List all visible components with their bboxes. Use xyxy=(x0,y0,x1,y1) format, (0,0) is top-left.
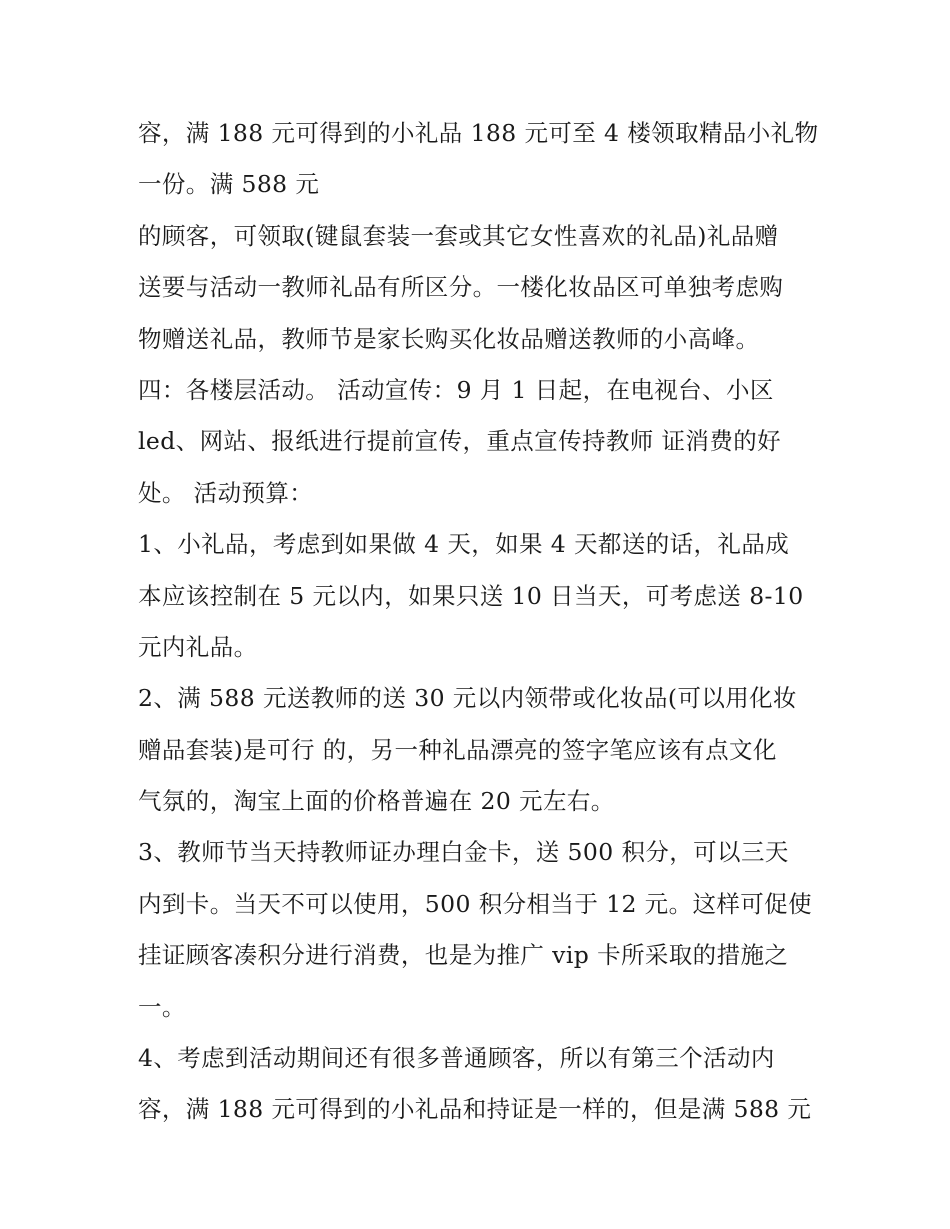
text-line: 物赠送礼品，教师节是家长购买化妆品赠送教师的小高峰。 xyxy=(138,324,760,353)
document-body xyxy=(138,108,828,1136)
text-line: 送要与活动一教师礼品有所区分。一楼化妆品区可单独考虑购 xyxy=(138,273,784,302)
text-line: 容，满 188 元可得到的小礼品和持证是一样的，但是满 588 元 xyxy=(138,1095,812,1124)
text-line: 处。 活动预算： xyxy=(138,478,314,507)
text-line: 挂证顾客凑积分进行消费，也是为推广 vip 卡所采取的措施之 xyxy=(138,941,789,970)
text-line: 容，满 188 元可得到的小礼品 188 元可至 4 楼领取精品小礼物 xyxy=(138,119,819,147)
text-line: 元内礼品。 xyxy=(138,632,258,661)
text-line: 3、教师节当天持教师证办理白金卡，送 500 积分，可以三天 xyxy=(138,838,789,867)
text-line: 四：各楼层活动。 活动宣传：9 月 1 日起，在电视台、小区 xyxy=(138,375,774,404)
text-line: 2、满 588 元送教师的送 30 元以内领带或化妆品(可以用化妆 xyxy=(138,684,797,713)
text-line: 本应该控制在 5 元以内，如果只送 10 日当天，可考虑送 8-10 xyxy=(138,581,804,610)
text-line: 一份。满 588 元 xyxy=(138,170,320,199)
text-line: 一。 xyxy=(138,992,186,1021)
text-line: led、网站、报纸进行提前宣传，重点宣传持教师 证消费的好 xyxy=(138,427,782,456)
text-line: 4、考虑到活动期间还有很多普通顾客，所以有第三个活动内 xyxy=(138,1044,775,1073)
text-line: 内到卡。当天不可以使用，500 积分相当于 12 元。这样可促使 xyxy=(138,889,812,918)
text-line: 1、小礼品，考虑到如果做 4 天，如果 4 天都送的话，礼品成 xyxy=(138,530,790,559)
text-line: 赠品套装)是可行 的，另一种礼品漂亮的签字笔应该有点文化 xyxy=(138,735,777,764)
text-line: 的顾客，可领取(键鼠套装一套或其它女性喜欢的礼品)礼品赠 xyxy=(138,221,779,250)
text-line: 气氛的，淘宝上面的价格普遍在 20 元左右。 xyxy=(138,787,615,816)
